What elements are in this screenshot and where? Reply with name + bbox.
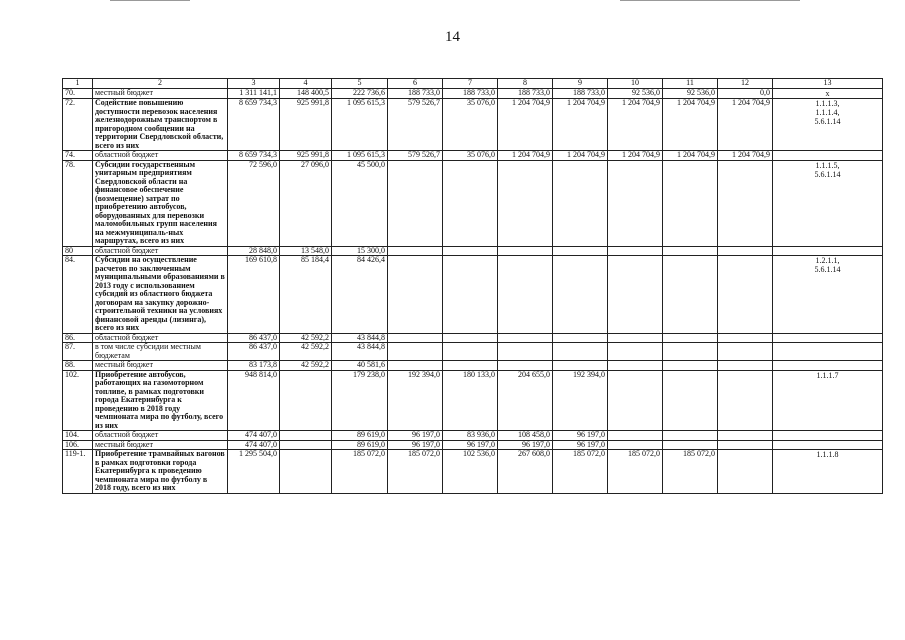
value-cell	[718, 256, 773, 334]
value-cell: 85 184,4	[280, 256, 332, 334]
value-cell: 185 072,0	[388, 450, 443, 494]
row-number: 102.	[63, 370, 93, 431]
value-cell: 96 197,0	[388, 431, 443, 441]
value-cell: 192 394,0	[388, 370, 443, 431]
reference-cell	[773, 246, 883, 256]
row-number: 84.	[63, 256, 93, 334]
value-cell: 1 095 615,3	[332, 99, 388, 151]
value-cell	[553, 246, 608, 256]
table-row	[63, 151, 883, 161]
column-number: 2	[93, 79, 228, 89]
row-number: 119-1.	[63, 450, 93, 494]
reference-code: 1.1.1.7	[816, 370, 839, 380]
value-cell	[388, 160, 443, 246]
value-cell: 89 619,0	[332, 431, 388, 441]
value-cell: 28 848,0	[228, 246, 280, 256]
value-cell: 72 596,0	[228, 160, 280, 246]
value-cell	[498, 361, 553, 371]
value-cell	[718, 440, 773, 450]
reference-cell	[773, 343, 883, 361]
value-cell	[663, 361, 718, 371]
column-number: 4	[280, 79, 332, 89]
row-name: Содействие повышению доступности перевозок населения железнодорожным транспортом в пригородном сообщении на территории Свердловской области, всего из них	[93, 99, 228, 151]
value-cell: 474 407,0	[228, 440, 280, 450]
value-cell: 1 204 704,9	[663, 99, 718, 151]
value-cell	[663, 343, 718, 361]
value-cell	[498, 333, 553, 343]
value-cell	[280, 440, 332, 450]
table-row	[63, 370, 883, 431]
value-cell	[608, 333, 663, 343]
value-cell: 925 991,8	[280, 99, 332, 151]
top-rule	[620, 0, 800, 1]
value-cell: 35 076,0	[443, 99, 498, 151]
value-cell	[498, 343, 553, 361]
value-cell: 1 204 704,9	[718, 151, 773, 161]
column-number: 5	[332, 79, 388, 89]
row-number: 70.	[63, 89, 93, 99]
value-cell: 925 991,8	[280, 151, 332, 161]
row-name: областной бюджет	[93, 246, 228, 256]
column-number: 8	[498, 79, 553, 89]
reference-code: 5.6.1.14	[814, 117, 841, 126]
value-cell: 84 426,4	[332, 256, 388, 334]
value-cell: 1 204 704,9	[718, 99, 773, 151]
reference-code: 1.1.1.5,	[815, 160, 840, 170]
value-cell: 222 736,6	[332, 89, 388, 99]
reference-code: 5.6.1.14	[814, 265, 841, 274]
value-cell	[443, 160, 498, 246]
value-cell: 42 592,2	[280, 333, 332, 343]
value-cell: 267 608,0	[498, 450, 553, 494]
value-cell	[663, 370, 718, 431]
value-cell: 1 204 704,9	[608, 151, 663, 161]
value-cell: 192 394,0	[553, 370, 608, 431]
column-number: 10	[608, 79, 663, 89]
value-cell	[553, 256, 608, 334]
value-cell: 185 072,0	[553, 450, 608, 494]
row-number: 87.	[63, 343, 93, 361]
value-cell	[663, 333, 718, 343]
value-cell: 179 238,0	[332, 370, 388, 431]
value-cell	[608, 343, 663, 361]
value-cell: 43 844,8	[332, 343, 388, 361]
table-row	[63, 246, 883, 256]
value-cell	[388, 361, 443, 371]
table-row	[63, 343, 883, 361]
value-cell	[718, 361, 773, 371]
reference-cell	[773, 89, 883, 99]
value-cell: 1 295 504,0	[228, 450, 280, 494]
value-cell: 83 936,0	[443, 431, 498, 441]
value-cell: 169 610,8	[228, 256, 280, 334]
value-cell: 96 197,0	[553, 431, 608, 441]
row-name: местный бюджет	[93, 440, 228, 450]
value-cell: 96 197,0	[553, 440, 608, 450]
row-name: Приобретение трамвайных вагонов в рамках подготовки города Екатеринбурга к проведению чемпионата мира по футболу в 2018 году, всего из них	[93, 450, 228, 494]
value-cell	[718, 450, 773, 494]
value-cell: 96 197,0	[498, 440, 553, 450]
column-number: 12	[718, 79, 773, 89]
row-number: 72.	[63, 99, 93, 151]
reference-cell	[773, 431, 883, 441]
value-cell	[443, 343, 498, 361]
row-number: 74.	[63, 151, 93, 161]
column-number: 6	[388, 79, 443, 89]
value-cell	[553, 160, 608, 246]
value-cell	[553, 361, 608, 371]
reference-cell	[773, 99, 883, 151]
table-row	[63, 99, 883, 151]
value-cell: 96 197,0	[388, 440, 443, 450]
table-row	[63, 450, 883, 494]
value-cell: 15 300,0	[332, 246, 388, 256]
value-cell: 96 197,0	[443, 440, 498, 450]
value-cell: 86 437,0	[228, 333, 280, 343]
value-cell: 948 814,0	[228, 370, 280, 431]
column-number: 3	[228, 79, 280, 89]
row-name: в том числе субсидии местным бюджетам	[93, 343, 228, 361]
value-cell	[498, 256, 553, 334]
row-name: Субсидии на осуществление расчетов по заключенным муниципальными образованиями в 2013 году с использованием субсидий из областного бюджета договорам на закупку дорожно-строительной техники на условиях финансовой аренды (лизинга), всего из них	[93, 256, 228, 334]
value-cell: 1 204 704,9	[553, 151, 608, 161]
value-cell	[718, 343, 773, 361]
value-cell: 188 733,0	[388, 89, 443, 99]
value-cell	[718, 431, 773, 441]
value-cell	[443, 333, 498, 343]
value-cell	[498, 160, 553, 246]
reference-code: 5.6.1.14	[814, 169, 841, 179]
value-cell: 86 437,0	[228, 343, 280, 361]
value-cell: 148 400,5	[280, 89, 332, 99]
table-row	[63, 160, 883, 246]
budget-table	[62, 78, 883, 494]
value-cell	[553, 333, 608, 343]
value-cell: 43 844,8	[332, 333, 388, 343]
value-cell: 188 733,0	[498, 89, 553, 99]
value-cell	[443, 361, 498, 371]
row-name: Субсидии государственным унитарным предприятиям Свердловской области на финансовое обеспечение (возмещение) затрат по приобретению автобусов, оборудованных для перевозки маломобильных групп населения на межмуниципаль-ных маршрутах, всего из них	[93, 160, 228, 246]
reference-cell	[773, 256, 883, 334]
reference-cell	[773, 450, 883, 494]
value-cell	[443, 256, 498, 334]
column-number: 13	[773, 79, 883, 89]
row-number: 88.	[63, 361, 93, 371]
value-cell	[280, 450, 332, 494]
table-row	[63, 256, 883, 334]
column-number: 9	[553, 79, 608, 89]
row-number: 78.	[63, 160, 93, 246]
value-cell	[608, 256, 663, 334]
reference-code: 1.2.1.1,	[815, 256, 840, 265]
value-cell: 185 072,0	[663, 450, 718, 494]
reference-code: 1.1.1.4,	[815, 108, 840, 117]
value-cell: 8 659 734,3	[228, 99, 280, 151]
value-cell: 45 500,0	[332, 160, 388, 246]
value-cell: 27 096,0	[280, 160, 332, 246]
value-cell: 8 659 734,3	[228, 151, 280, 161]
row-number: 106.	[63, 440, 93, 450]
row-number: 104.	[63, 431, 93, 441]
value-cell: 0,0	[718, 89, 773, 99]
page-number: 14	[445, 29, 460, 45]
row-name: областной бюджет	[93, 151, 228, 161]
value-cell	[663, 160, 718, 246]
value-cell	[608, 440, 663, 450]
value-cell	[388, 343, 443, 361]
value-cell	[553, 343, 608, 361]
reference-code: 1.1.1.3,	[815, 99, 840, 108]
value-cell: 579 526,7	[388, 151, 443, 161]
column-number: 1	[63, 79, 93, 89]
value-cell	[388, 246, 443, 256]
column-number: 7	[443, 79, 498, 89]
value-cell: 1 204 704,9	[663, 151, 718, 161]
table-row	[63, 89, 883, 99]
value-cell: 92 536,0	[663, 89, 718, 99]
reference-cell	[773, 440, 883, 450]
value-cell: 13 548,0	[280, 246, 332, 256]
value-cell: 89 619,0	[332, 440, 388, 450]
value-cell: 83 173,8	[228, 361, 280, 371]
value-cell: 1 204 704,9	[498, 151, 553, 161]
table-body	[63, 89, 883, 494]
top-rule	[110, 0, 190, 1]
value-cell: 1 204 704,9	[498, 99, 553, 151]
value-cell	[718, 160, 773, 246]
reference-cell	[773, 370, 883, 431]
value-cell: 42 592,2	[280, 361, 332, 371]
value-cell	[663, 246, 718, 256]
reference-code: x	[825, 89, 830, 98]
value-cell	[608, 431, 663, 441]
row-name: Приобретение автобусов, работающих на газомоторном топливе, в рамках подготовки города Екатеринбурга к проведению в 2018 году чемпионата мира по футболу, всего из них	[93, 370, 228, 431]
column-number: 11	[663, 79, 718, 89]
value-cell: 1 095 615,3	[332, 151, 388, 161]
value-cell	[388, 256, 443, 334]
value-cell: 40 581,6	[332, 361, 388, 371]
value-cell	[718, 370, 773, 431]
reference-code: 1.1.1.8	[816, 450, 839, 459]
value-cell	[388, 333, 443, 343]
value-cell: 1 204 704,9	[553, 99, 608, 151]
row-number: 86.	[63, 333, 93, 343]
row-name: местный бюджет	[93, 89, 228, 99]
value-cell	[718, 333, 773, 343]
value-cell	[663, 431, 718, 441]
value-cell: 108 458,0	[498, 431, 553, 441]
row-name: областной бюджет	[93, 333, 228, 343]
reference-cell	[773, 361, 883, 371]
value-cell	[663, 256, 718, 334]
reference-cell	[773, 160, 883, 246]
table-row	[63, 333, 883, 343]
value-cell: 185 072,0	[332, 450, 388, 494]
value-cell: 188 733,0	[553, 89, 608, 99]
value-cell: 92 536,0	[608, 89, 663, 99]
value-cell	[498, 246, 553, 256]
row-name: местный бюджет	[93, 361, 228, 371]
value-cell: 204 655,0	[498, 370, 553, 431]
value-cell: 180 133,0	[443, 370, 498, 431]
value-cell: 188 733,0	[443, 89, 498, 99]
value-cell	[608, 361, 663, 371]
value-cell	[608, 246, 663, 256]
value-cell	[608, 160, 663, 246]
value-cell: 185 072,0	[608, 450, 663, 494]
value-cell	[280, 431, 332, 441]
value-cell	[280, 370, 332, 431]
row-name: областной бюджет	[93, 431, 228, 441]
value-cell: 35 076,0	[443, 151, 498, 161]
value-cell	[443, 246, 498, 256]
value-cell: 102 536,0	[443, 450, 498, 494]
row-number: 80	[63, 246, 93, 256]
table-row	[63, 361, 883, 371]
reference-cell	[773, 151, 883, 161]
table-row	[63, 431, 883, 441]
value-cell: 474 407,0	[228, 431, 280, 441]
value-cell: 1 204 704,9	[608, 99, 663, 151]
reference-cell	[773, 333, 883, 343]
value-cell	[718, 246, 773, 256]
value-cell: 42 592,2	[280, 343, 332, 361]
value-cell: 579 526,7	[388, 99, 443, 151]
table-row	[63, 440, 883, 450]
value-cell	[663, 440, 718, 450]
value-cell: 1 311 141,1	[228, 89, 280, 99]
value-cell	[608, 370, 663, 431]
column-number-row	[63, 79, 883, 89]
